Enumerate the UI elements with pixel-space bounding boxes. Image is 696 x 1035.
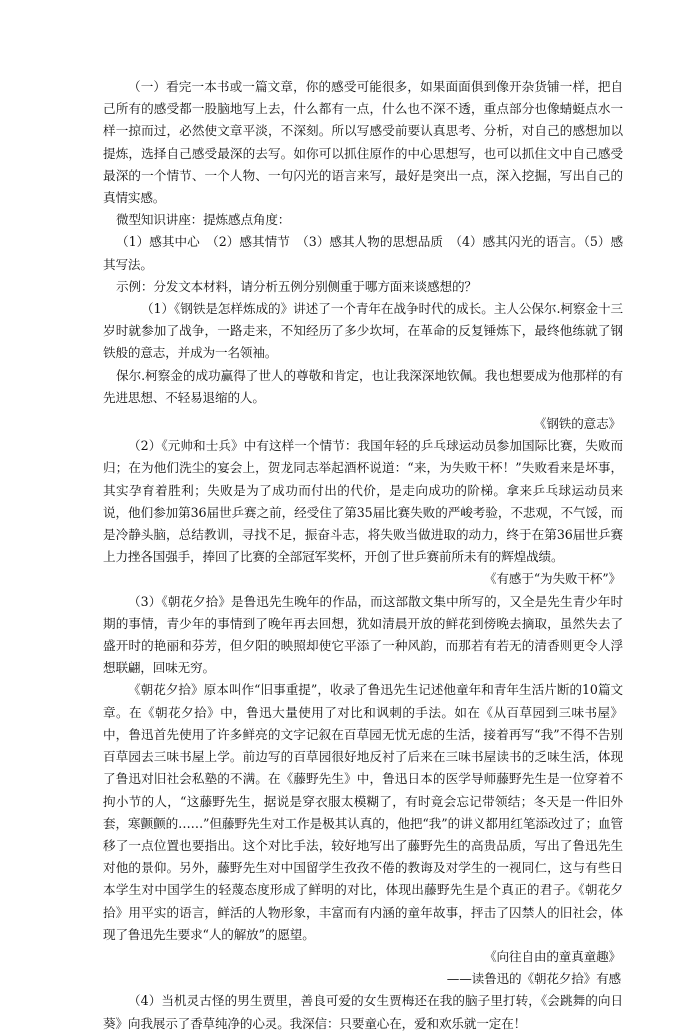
example-2-paragraph: （2）《元帅和士兵》中有这样一个情节：我国年轻的乒乓球运动员参加国际比赛，失败而归；在为他们洗尘的宴会上，贺龙同志举起酒杯说道：“来，为失败干杯！”失败看来是坏事，其实孕育着胜利；失败是为了成功而付出的代价，是走向成功的阶梯。拿来乒乓球运动员来说，他们参加第36届世乒赛之前，经受住了第35届比赛失败的严峻考验，不悲观，不气馁，而是冷静头脑，总结教训，寻找不足，振奋斗志，将失败当做进取的动力，终于在第36届世乒赛上力挫各国强手，捧回了比赛的全部冠军奖杯，开创了世乒赛前所未有的辉煌战绩。 [103,438,623,565]
document-page [103,76,623,1035]
example-3-paragraph-2: 《朝花夕拾》原本叫作“旧事重提”，收录了鲁迅先生记述他童年和青年生活片断的10篇文章。在《朝花夕拾》中，鲁迅大量使用了对比和讽刺的手法。如在《从百草园到三味书屋》中，鲁迅首先使用了许多鲜亮的文字记叙在百草园无忧无虑的生活，接着再写“我”不得不告别百草园去三味书屋上学。前边写的百草园很好地反衬了后来在三味书屋读书的乏味生活，体现了鲁迅对旧社会私塾的不满。在《藤野先生》中，鲁迅日本的医学导师藤野先生是一位穿着不拘小节的人，“这藤野先生，据说是穿衣服太模糊了，有时竟会忘记带领结；冬天是一件旧外套，寒颤颤的……”但藤野先生对工作是极其认真的，他把“我”的讲义都用红笔添改过了；血管移了一点位置也要指出。这个对比手法，较好地写出了藤野先生的高贵品质，写出了鲁迅先生对他的景仰。另外，藤野先生对中国留学生孜孜不倦的教诲及对学生的一视同仁，这与有些日本学生对中国学生的轻蔑态度形成了鲜明的对比，体现出藤野先生是个真正的君子。《朝花夕拾》用平实的语言，鲜活的人物形象，丰富而有内涵的童年故事，抨击了囚禁人的旧社会，体现了鲁迅先生要求“人的解放”的愿望。 [103,682,623,942]
example-intro: 示例：分发文本材料，请分析五例分别侧重于哪方面来谈感想的？ [116,278,477,294]
example-1-source: 《钢铁的意志》 [533,416,621,432]
lecture-items: （1）感其中心 （2）感其情节 （3）感其人物的思想品质 （4）感其闪光的语言。（5）感其写法。 [103,234,623,272]
example-3-paragraph-1: （3）《朝花夕拾》是鲁迅先生晚年的作品，而这部散文集中所写的，又全是先生青少年时期的事情，青少年的事情到了晚年再去回想，犹如清晨开放的鲜花到傍晚去摘取，虽然失去了盛开时的艳丽和芬芳，但夕阳的映照却使它平添了一种风韵，而那若有若无的清香则更令人浮想联翩，回味无穷。 [103,593,623,676]
example-2-source: 《有感于“为失败干杯”》 [483,571,621,587]
lecture-title: 微型知识讲座：提炼感点角度： [116,212,291,228]
example-1-paragraph-1: （1）《钢铁是怎样炼成的》讲述了一个青年在战争时代的成长。主人公保尔.柯察金十三岁时就参加了战争，一路走来，不知经历了多少坎坷，在革命的反复锤炼下，最终他练就了钢铁般的意志，并成为一名领袖。 [103,301,623,361]
example-3-subsource: ——读鲁迅的《朝花夕拾》有感 [446,971,621,987]
example-3-source: 《向往自由的童真童趣》 [484,948,621,964]
example-1-paragraph-2: 保尔.柯察金的成功赢得了世人的尊敬和肯定，也让我深深地钦佩。我也想要成为他那样的有先进思想、不轻易退缩的人。 [103,367,623,405]
example-4-paragraph: （4）当机灵古怪的男生贾里，善良可爱的女生贾梅还在我的脑子里打转，《会跳舞的向日葵》向我展示了香草纯净的心灵。我深信：只要童心在，爱和欢乐就一定在！ [103,993,623,1031]
intro-paragraph: （一）看完一本书或一篇文章，你的感受可能很多，如果面面俱到像开杂货铺一样，把自己所有的感受都一股脑地写上去，什么都有一点，什么也不深不透，重点部分也像蜻蜓点水一样一掠而过，必然使文章平淡，不深刻。所以写感受前要认真思考、分析，对自己的感想加以提炼，选择自己感受最深的去写。如你可以抓住原作的中心思想写，也可以抓住文中自己感受最深的一个情节、一个人物、一句闪光的语言来写，最好是突出一点，深入挖掘，写出自己的真情实感。 [103,79,623,206]
